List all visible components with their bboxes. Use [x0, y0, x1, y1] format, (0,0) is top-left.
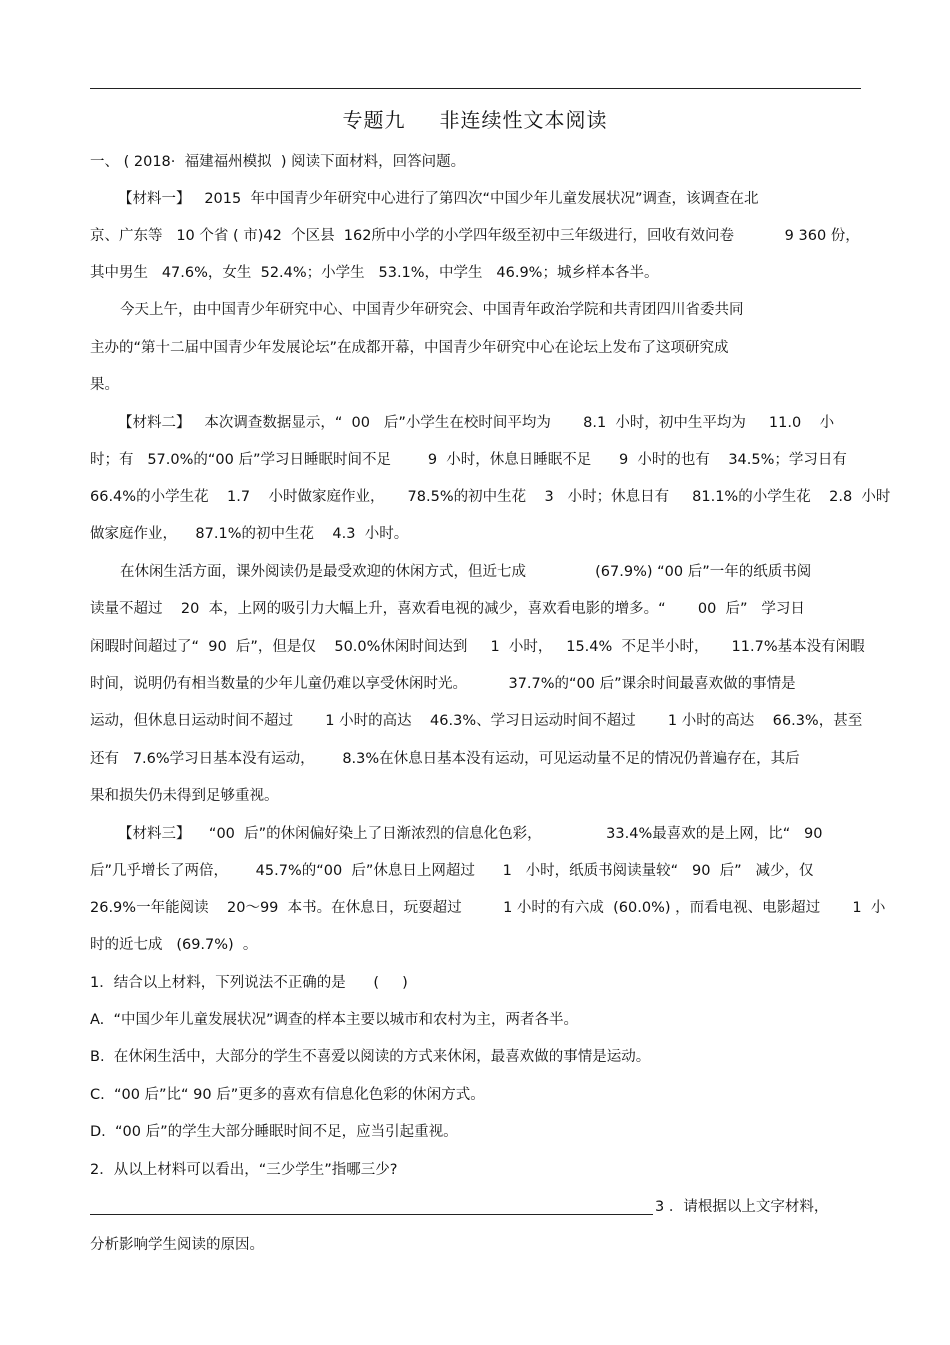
- question-2: 2．从以上材料可以看出，“三少学生”指哪三少?: [90, 1162, 398, 1178]
- option-b: B. 在休闲生活中，大部分的学生不喜爱以阅读的方式来休闲，最喜欢做的事情是运动。: [90, 1049, 651, 1065]
- header-rule: [90, 88, 861, 89]
- material-1-line: 今天上午，由中国青少年研究中心、中国青少年研究会、中国青年政治学院和共青团四川省委共同: [120, 302, 744, 318]
- material-2-line: 果和损失仍未得到足够重视。: [90, 788, 279, 804]
- answer-blank-line: [90, 1214, 653, 1215]
- material-1-line: 其中男生 47.6%，女生 52.4%；小学生 53.1%，中学生 46.9%；城乡样本各半。: [90, 265, 659, 281]
- material-2-line: 在休闲生活方面，课外阅读仍是最受欢迎的休闲方式，但近七成 (67.9%) “00 后”一年的纸质书阅: [120, 564, 812, 580]
- material-1-line: 【材料一】 2015 年中国青少年研究中心进行了第四次“中国少年儿童发展状况”调查，该调查在北: [118, 191, 759, 207]
- question-intro: 一、 ( 2018· 福建福州模拟 ) 阅读下面材料，回答问题。: [90, 154, 466, 170]
- material-3-line: 【材料三】 “00 后”的休闲偏好染上了日渐浓烈的信息化色彩， 33.4%最喜欢的是上网，比“ 90: [118, 826, 823, 842]
- material-3-line: 后”几乎增长了两倍， 45.7%的“00 后”休息日上网超过 1 小时，纸质书阅读量较“ 90 后” 减少，仅: [90, 863, 814, 879]
- option-d: D. “00 后”的学生大部分睡眠时间不足，应当引起重视。: [90, 1124, 458, 1140]
- material-2-line: 做家庭作业， 87.1%的初中生花 4.3 小时。: [90, 526, 409, 542]
- material-2-line: 还有 7.6%学习日基本没有运动， 8.3%在休息日基本没有运动，可见运动量不足的情况仍普遍存在，其后: [90, 751, 800, 767]
- material-3-line: 26.9%一年能阅读 20～99 本书。在休息日，玩耍超过 1 小时的有六成 (60.0%) ，而看电视、电影超过 1 小: [90, 900, 886, 916]
- option-a: A. “中国少年儿童发展状况”调查的样本主要以城市和农村为主，两者各半。: [90, 1012, 579, 1028]
- material-1-line: 主办的“第十二届中国青少年发展论坛”在成都开幕，中国青少年研究中心在论坛上发布了这项研究成: [90, 340, 729, 356]
- material-2-line: 运动，但休息日运动时间不超过 1 小时的高达 46.3%、学习日运动时间不超过 1 小时的高达 66.3%，甚至: [90, 713, 863, 729]
- material-2-line: 时；有 57.0%的“00 后”学习日睡眠时间不足 9 小时，休息日睡眠不足 9 小时的也有 34.5%；学习日有: [90, 452, 847, 468]
- question-1: 1．结合以上材料，下列说法不正确的是 ( ): [90, 975, 408, 991]
- material-3-line: 时的近七成 (69.7%) 。: [90, 937, 258, 953]
- material-2-line: 【材料二】 本次调查数据显示，“ 00 后”小学生在校时间平均为 8.1 小时，初中生平均为 11.0 小: [118, 415, 835, 431]
- page-title: [0, 104, 950, 133]
- material-1-line: 果。: [90, 377, 119, 393]
- option-c: C. “00 后”比“ 90 后”更多的喜欢有信息化色彩的休闲方式。: [90, 1087, 485, 1103]
- material-2-line: 时间，说明仍有相当数量的少年儿童仍难以享受休闲时光。 37.7%的“00 后”课余时间最喜欢做的事情是: [90, 676, 796, 692]
- material-2-line: 读量不超过 20 本，上网的吸引力大幅上升，喜欢看电视的减少，喜欢看电影的增多。“ 00 后” 学习日: [90, 601, 805, 617]
- question-3-continued: 分析影响学生阅读的原因。: [90, 1237, 264, 1253]
- title-part1: 专题九: [342, 108, 406, 132]
- material-2-line: 66.4%的小学生花 1.7 小时做家庭作业， 78.5%的初中生花 3 小时；休息日有 81.1%的小学生花 2.8 小时: [90, 489, 891, 505]
- title-part2: 非连续性文本阅读: [439, 108, 608, 132]
- question-3: 3 ．请根据以上文字材料，: [655, 1199, 829, 1215]
- material-1-line: 京、广东等 10 个省 ( 市)42 个区县 162所中小学的小学四年级至初中三年级进行，回收有效问卷 9 360 份，: [90, 228, 860, 244]
- material-2-line: 闲暇时间超过了“ 90 后”，但是仅 50.0%休闲时间达到 1 小时， 15.4% 不足半小时， 11.7%基本没有闲暇: [90, 639, 865, 655]
